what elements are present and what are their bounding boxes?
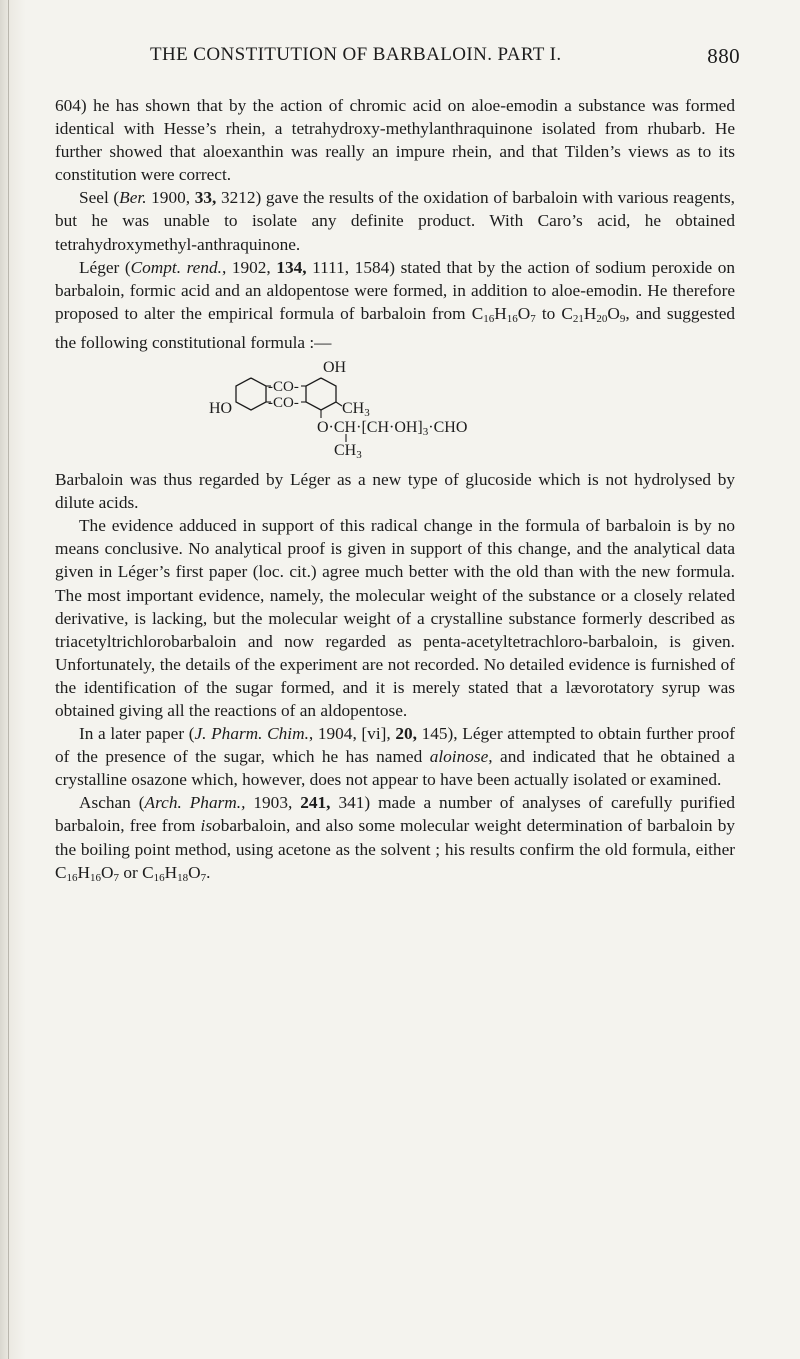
side-chain: O·CH·[CH·OH]3·CHO <box>317 419 468 439</box>
paragraph-5-text: The evidence adduced in support of this radical change in the formula of barbaloin is by no means conclusive. No analytical proof is given in support of this change, and the analytical data given in Léger’s first paper (loc. cit.) agree much better with the old than with the new formula. The most important evidence, namely, the molecular weight of the substance or a closely related derivative, is lacking, but the molecular weight of a crystalline substance formerly described as triacetyltrichlorobarbaloin and now regarded as penta-acetyltetrachloro-barbaloin, is given. Unfortunately, the details of the experiment are not recorded. No detailed evidence is furnished of the identification of the sugar formed, and it is merely stated that a lævorotatory syrup was obtained giving all the reactions of an aldopentose. <box>55 516 735 720</box>
term-aloinose: aloinose, <box>429 747 493 767</box>
ref-pages: 145), <box>421 724 458 744</box>
paragraph-6-text-b: and indicated that he obtained a crystalline osazone which, however, does not appear to have been actually isolated or examined. <box>55 747 735 790</box>
ref-year: 1900, <box>151 188 191 208</box>
carbonyl-bottom: -CO- <box>268 395 299 412</box>
formula-new: $C_{21}H_{20}O_9$ <box>561 303 626 325</box>
ref-pages: 1111, 1584) <box>312 257 395 277</box>
journal-j-pharm: J. Pharm. Chim. <box>194 724 309 744</box>
ref-series: [vi], <box>361 724 391 744</box>
structural-formula-drawing <box>55 356 735 462</box>
journal-compt-rend: Compt. rend. <box>130 257 222 277</box>
journal-ber: Ber. <box>119 188 147 208</box>
paragraph-5 <box>55 514 735 722</box>
prefix-iso: iso <box>200 816 221 836</box>
page-number: 880 <box>707 44 740 68</box>
paragraph-2: Seel (Ber. 1900, 33, 3212) gave the results of the oxidation of barbaloin with various reagents, but he was unable to isolate any definite product. With Caro’s acid, he obtained tetrahydroxymethyl-anthraquinone. <box>55 188 735 254</box>
ho-group: HO <box>209 400 233 418</box>
paragraph-4: Barbaloin was thus regarded by Léger as a new type of glucoside which is not hydrolysed by dilute acids. <box>55 470 735 513</box>
ref-pages: 341) <box>338 793 371 813</box>
paragraph-7-text-a: made a number of analyses of carefully purified barbaloin, free from <box>55 793 736 836</box>
paragraph-3-tail: and suggested the following constitutional formula :— <box>55 303 736 352</box>
running-title: THE CONSTITUTION OF BARBALOIN. PART I. <box>150 44 562 65</box>
paragraph-7: Aschan (Arch. Pharm., 1903, 241, 341) made a number of analyses of carefully purified barbaloin, free from isobarbaloin, and also some molecular weight determination of barbaloin by the boiling point method, using acetone as the solvent ; his results confirm the old formula, either $C_{16}H_{16}O_7$ or $C_{16}H_{18}O_7$. <box>55 793 736 884</box>
author-seel: Seel <box>79 188 109 208</box>
ref-year: 1902, <box>231 257 271 277</box>
ref-year: 1904, <box>317 724 357 744</box>
word-to: to <box>541 303 556 323</box>
carbonyl-top: -CO- <box>268 379 299 396</box>
word-or: or <box>123 862 138 882</box>
structural-formula <box>55 356 735 462</box>
formula-old: $C_{16}H_{16}O_7$ <box>471 303 536 325</box>
paragraph-1: 604) he has shown that by the action of chromic acid on aloe-emodin a substance was formed identical with Hesse’s rhein, a tetrahydroxy-methylanthraquinone isolated from rhubarb. He further showed that aloexanthin was really an impure rhein, and that Tilden’s views as to its constitution were correct. <box>55 96 735 185</box>
paragraph-7-text-b: barbaloin, and also some molecular weight determination of barbaloin by the boiling point method, using acetone as the solvent ; his results confirm the old formula, either <box>55 816 735 859</box>
paragraph-2-text: gave the results of the oxidation of barbaloin with various reagents, but he was unable to isolate any definite product. With Caro’s acid, he obtained tetrahydroxymethyl-anthraquinone. <box>55 188 735 254</box>
paragraph-6: In a later paper (J. Pharm. Chim., 1904, [vi], 20, 145), Léger attempted to obtain further proof of the presence of the sugar, which he has named aloinose, and indicated that he obtained a crystalline osazone which, however, does not appear to have been actually isolated or examined. <box>55 724 736 790</box>
ref-volume: 241, <box>300 793 331 813</box>
oh-group: OH <box>323 359 347 377</box>
author-aschan: Aschan <box>79 793 131 813</box>
ref-volume: 134, <box>276 257 307 277</box>
left-ring <box>236 378 266 410</box>
running-header <box>40 44 740 72</box>
ref-volume: 33, <box>194 188 217 208</box>
page-edge-line <box>8 0 9 1359</box>
lower-ch3-group: CH3 <box>334 442 362 462</box>
paragraph-6-text-a: Léger attempted to obtain further proof of the presence of the sugar, which he has named <box>55 724 736 767</box>
paragraph-6-lead: In a later paper ( <box>79 724 195 744</box>
formula-b: $C_{16}H_{18}O_7$. <box>142 862 211 884</box>
ref-pages: 3212) <box>220 188 262 208</box>
formula-a: $C_{16}H_{16}O_7$ <box>55 862 119 884</box>
ch3-group: CH3 <box>342 400 370 420</box>
page-edge <box>0 0 26 1359</box>
journal-arch-pharm: Arch. Pharm., <box>144 793 246 813</box>
paragraph-3: Léger (Compt. rend., 1902, 134, 1111, 1584) stated that by the action of sodium peroxide on barbaloin, formic acid and an aldopentose were formed, in addition to aloe-emodin. He therefore proposed to alter the empirical formula of barbaloin from $C_{16}H_{16}O_7$ to $C_{21}H_{20}O_9$, and suggested the following constitutional formula :— <box>55 257 736 352</box>
right-ring <box>306 378 336 410</box>
body-text <box>55 94 735 890</box>
paragraph-3-text: stated that by the action of sodium peroxide on barbaloin, formic acid and an aldopentose were formed, in addition to aloe-emodin. He therefore proposed to alter the empirical formula of barbaloin from <box>55 257 735 323</box>
author-leger: Léger <box>79 257 120 277</box>
ref-volume: 20, <box>395 724 417 744</box>
ref-year: 1903, <box>253 793 293 813</box>
